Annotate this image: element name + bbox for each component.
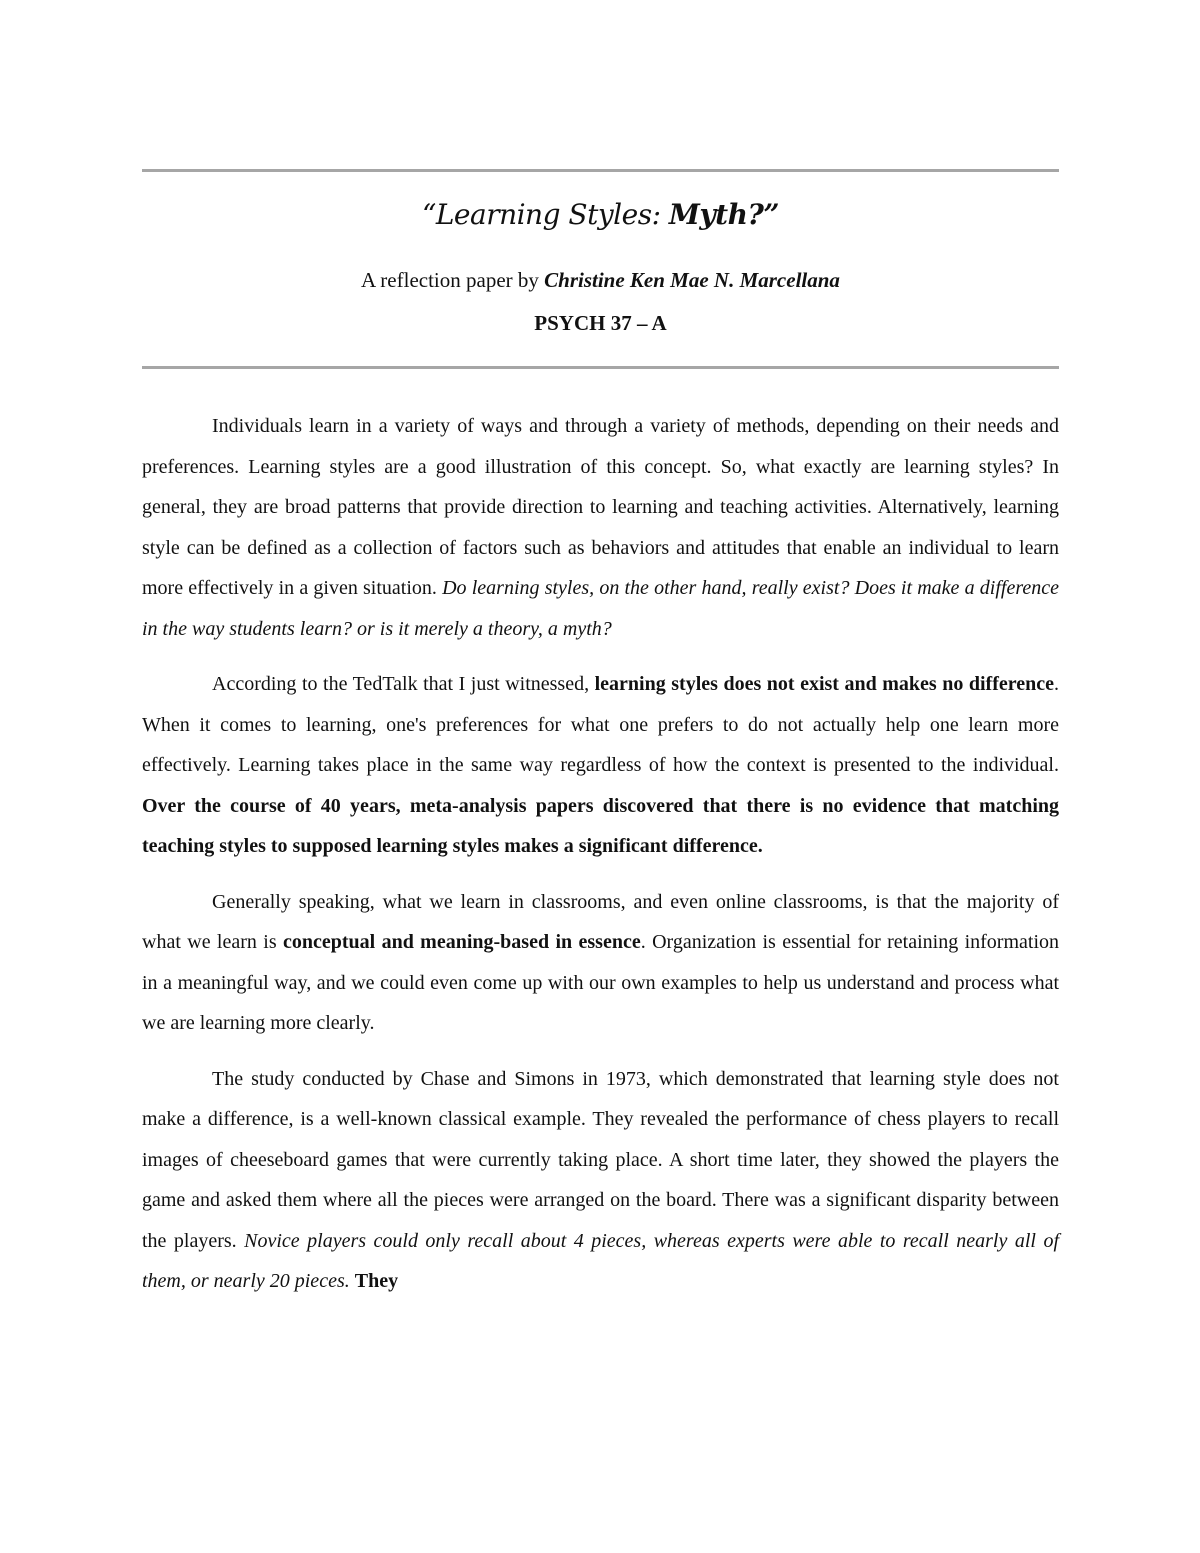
- paragraph-4-italic: Novice players could only recall about 4 pieces, whereas experts were able to recall nearly all of them, or nearly 20 pieces.: [142, 1229, 1059, 1292]
- paragraph-2-text-b: . When it comes to learning, one's preferences for what one prefers to do not actually help one learn more effectively. Learning takes place in the same way regardless of how the context is presented to the individual.: [142, 673, 1059, 776]
- paragraph-3-text-a: Generally speaking, what we learn in classrooms, and even online classrooms, is that the majority of what we learn is: [142, 890, 1059, 953]
- paper-title: [142, 195, 1059, 235]
- title-emphasis: Myth?”: [668, 198, 779, 231]
- paragraph-2-emphasis-a: learning styles does not exist and makes no difference: [594, 673, 1054, 695]
- paragraph-1: [142, 406, 1059, 649]
- document-page: [142, 0, 1059, 1553]
- byline: [142, 265, 1059, 295]
- paragraph-4: [142, 1059, 1059, 1302]
- paragraph-3-emphasis: conceptual and meaning-based in essence: [282, 931, 641, 953]
- top-divider: [142, 169, 1059, 172]
- paragraph-3-text-b: . Organization is essential for retaining information in a meaningful way, and we could even come up with our own examples to help us understand and process what we are learning more clearly.: [142, 931, 1060, 1034]
- paragraph-1-text: Individuals learn in a variety of ways and through a variety of methods, depending on their needs and preferences. Learning styles are a good illustration of this concept. So, what exactly are learning styles? In general, they are broad patterns that provide direction to learning and teaching activities. Alternatively, learning style can be defined as a collection of factors such as behaviors and attitudes that enable an individual to learn more effectively in a given situation.: [142, 415, 1059, 599]
- paragraph-2-text-a: According to the TedTalk that I just witnessed,: [212, 673, 595, 695]
- course-code: PSYCH 37 – A: [534, 311, 667, 335]
- body-text: [142, 406, 1059, 1317]
- paragraph-2-emphasis-b: Over the course of 40 years, meta-analysis papers discovered that there is no evidence that matching teaching styles to supposed learning styles makes a significant difference.: [142, 794, 1059, 857]
- byline-prefix: A reflection paper by: [361, 268, 545, 292]
- paragraph-4-emphasis: They: [354, 1270, 399, 1292]
- paragraph-2: [142, 664, 1059, 867]
- paragraph-4-text-a: The study conducted by Chase and Simons in 1973, which demonstrated that learning style does not make a difference, is a well-known classical example. They revealed the performance of chess players to recall images of cheeseboard games that were currently taking place. A short time later, they showed the players the game and asked them where all the pieces were arranged on the board. There was a significant disparity between the players.: [142, 1067, 1059, 1252]
- title-main: “Learning Styles:: [422, 198, 669, 231]
- paragraph-3: [142, 882, 1059, 1044]
- paragraph-1-question: Do learning styles, on the other hand, really exist? Does it make a difference in the way students learn? or is it merely a theory, a myth?: [142, 577, 1060, 640]
- author-name: Christine Ken Mae N. Marcellana: [544, 268, 840, 292]
- bottom-divider: [142, 366, 1059, 369]
